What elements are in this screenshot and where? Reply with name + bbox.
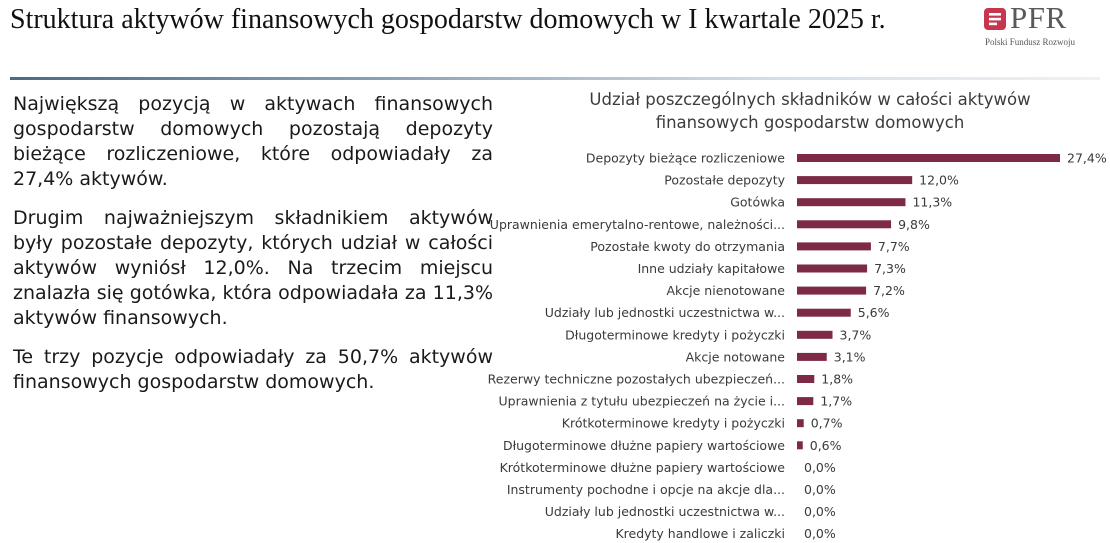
bar [797, 176, 912, 184]
value-label: 5,6% [857, 305, 890, 321]
value-label: 0,0% [804, 504, 836, 520]
value-label: 1,7% [820, 393, 853, 409]
category-label: Uprawnienia z tytułu ubezpieczeń na życie i... [498, 393, 785, 409]
category-label: Krótkoterminowe dłużne papiery wartościowe [499, 459, 785, 475]
category-label: Kredyty handlowe i zaliczki [615, 526, 785, 542]
bar [797, 375, 814, 383]
bar [797, 353, 827, 361]
bar [797, 198, 905, 206]
value-label: 7,2% [873, 283, 905, 299]
value-label: 1,8% [821, 371, 854, 387]
category-label: Udziały lub jednostki uczestnictwa w... [544, 305, 785, 321]
category-label: Pozostałe depozyty [664, 172, 785, 188]
value-label: 0,6% [809, 437, 842, 453]
bar [797, 154, 1060, 162]
value-label: 7,7% [877, 238, 910, 254]
bar [797, 419, 804, 427]
value-label: 12,0% [919, 172, 959, 188]
category-label: Krótkoterminowe kredyty i pożyczki [561, 415, 785, 431]
category-label: Rezerwy techniczne pozostałych ubezpieczeń... [487, 371, 785, 387]
value-label: 9,8% [898, 216, 930, 232]
value-label: 7,3% [874, 261, 906, 276]
paragraph-3: Te trzy pozycje odpowiadały za 50,7% aktywów finansowych gospodarstw domowych. [13, 346, 493, 393]
category-label: Pozostałe kwoty do otrzymania [590, 238, 785, 254]
bar [797, 331, 833, 339]
bar [797, 265, 867, 273]
paragraph-2: Drugim najważniejszym składnikiem aktywów były pozostałe depozyty, których udział w całości aktywów wyniósł 12,0%. Na trzecim miejscu znalazła się gotówka, która odpowiadała za 11,3% aktywów finansowych. [13, 207, 493, 329]
category-label: Udziały lub jednostki uczestnictwa w... [544, 504, 785, 520]
value-label: 3,7% [839, 327, 872, 343]
value-label: 0,0% [804, 459, 836, 475]
bar [797, 220, 891, 228]
category-label: Długoterminowe kredyty i pożyczki [565, 327, 785, 343]
bar [797, 242, 871, 250]
value-label: 27,4% [1067, 150, 1107, 166]
category-label: Depozyty bieżące rozliczeniowe [585, 150, 785, 166]
logo-subtitle: Polski Fundusz Rozwoju [985, 37, 1076, 47]
category-label: Gotówka [730, 194, 785, 210]
bar [797, 397, 813, 405]
value-label: 0,0% [804, 526, 836, 542]
category-label: Długoterminowe dłużne papiery wartościowe [502, 437, 785, 453]
page-title: Struktura aktywów finansowych gospodarstw domowych w I kwartale 2025 r. [10, 4, 886, 35]
category-label: Uprawnienia emerytalno-rentowe, należności... [489, 216, 785, 232]
category-label: Akcje notowane [685, 349, 785, 365]
chart-title-line-2: finansowych gospodarstw domowych [655, 113, 965, 132]
logo-text: PFR [1010, 0, 1067, 35]
bar [797, 287, 866, 295]
category-label: Inne udziały kapitałowe [637, 261, 785, 276]
bar [797, 309, 851, 317]
value-label: 3,1% [833, 349, 866, 365]
chart-title-line-1: Udział poszczególnych składników w całości aktywów [589, 90, 1031, 109]
category-label: Instrumenty pochodne i opcje na akcje dla... [506, 482, 785, 497]
paragraph-1: Największą pozycją w aktywach finansowych gospodarstw domowych pozostają depozyty bieżące rozliczeniowe, które odpowiadały za 27,4% aktywów. [13, 93, 493, 190]
category-label: Akcje nienotowane [666, 283, 785, 299]
value-label: 11,3% [912, 194, 953, 210]
value-label: 0,7% [810, 415, 843, 431]
bar [797, 441, 803, 449]
value-label: 0,0% [804, 482, 836, 497]
